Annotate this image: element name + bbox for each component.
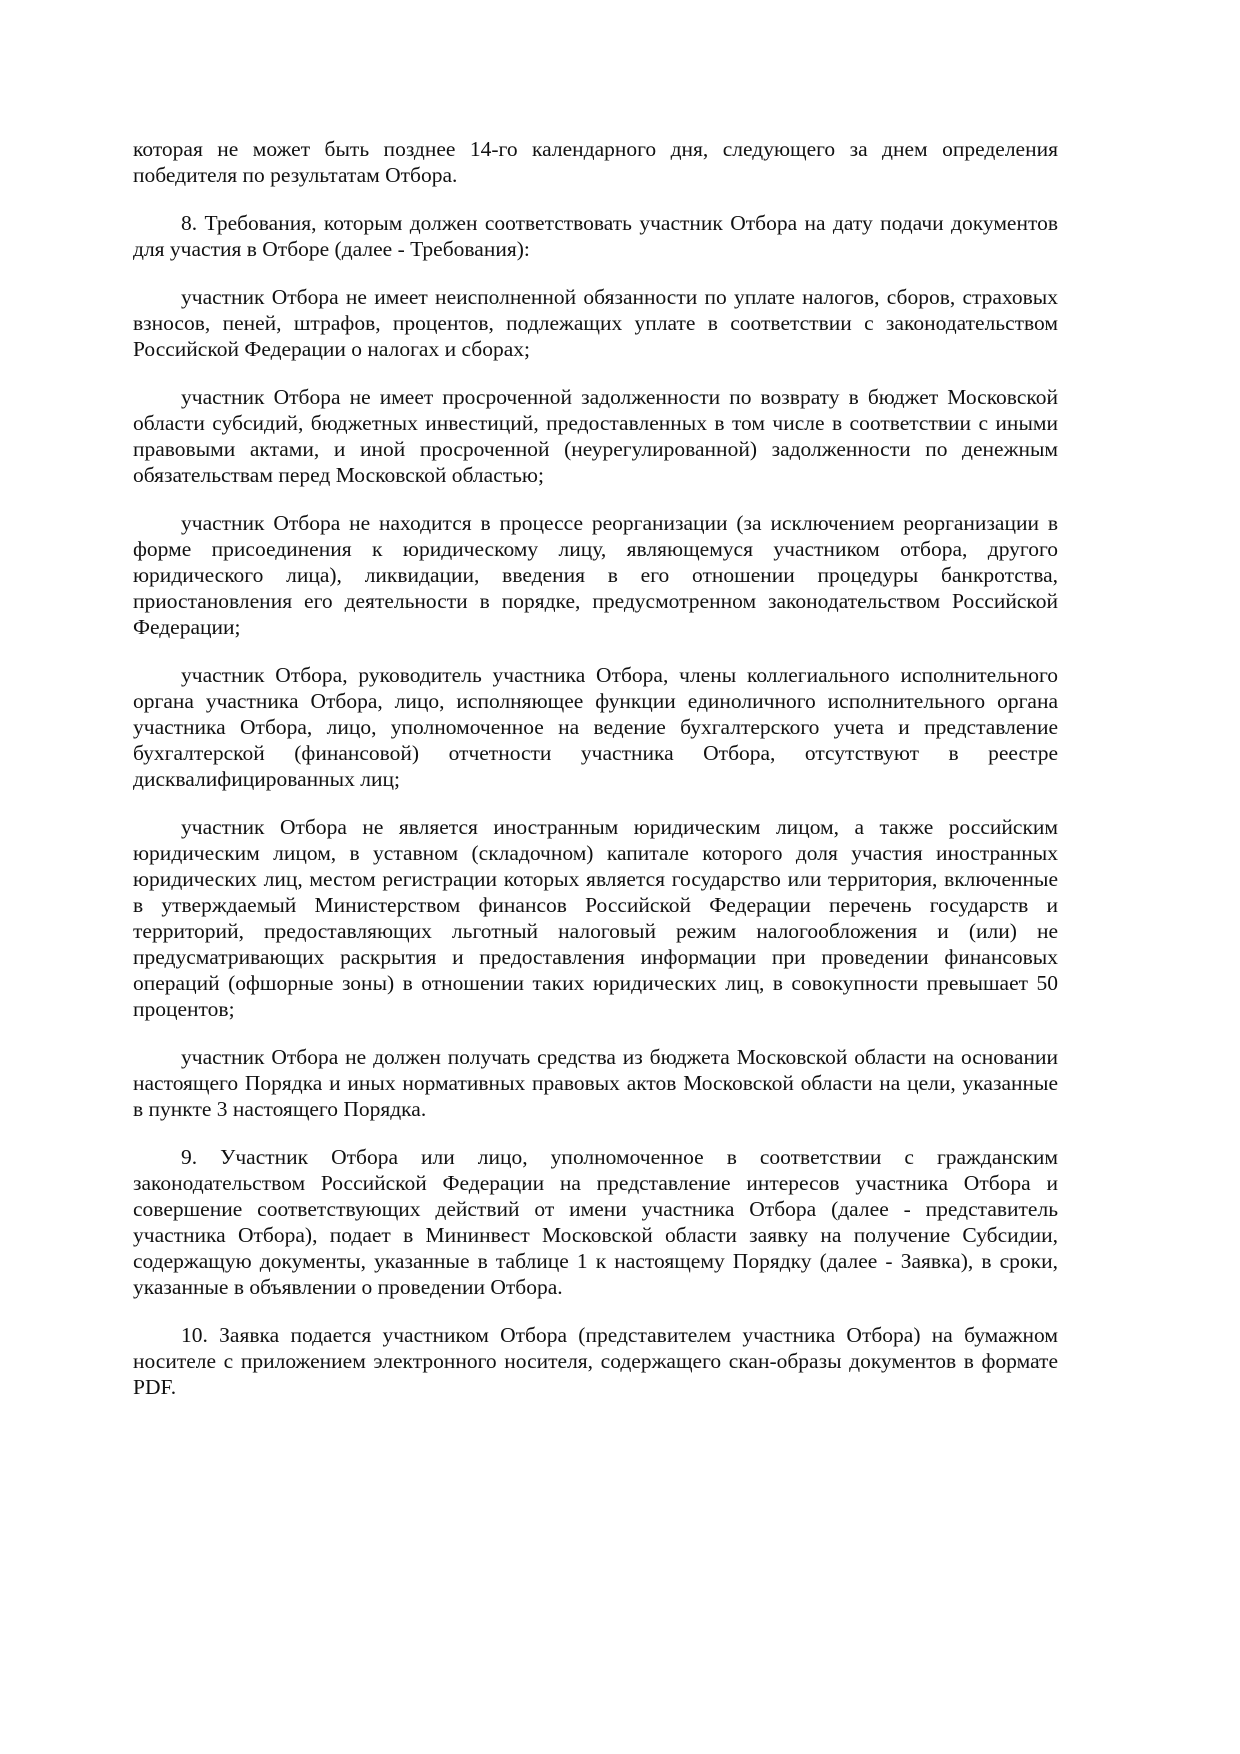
paragraph-requirement-no-other-funding: участник Отбора не должен получать средства из бюджета Московской области на основании настоящего Порядка и иных нормативных правовых актов Московской области на цели, указанные в пункте 3 настоящего Порядка. [133,1045,1058,1121]
paragraph-continuation: которая не может быть позднее 14-го календарного дня, следующего за днем определения победителя по результатам Отбора. [133,137,1058,187]
paragraph-requirement-no-overdue-debt: участник Отбора не имеет просроченной задолженности по возврату в бюджет Московской области субсидий, бюджетных инвестиций, предоставленных в том числе в соответствии с иными правовыми актами, и иной просроченной (неурегулированной) задолженности по денежным обязательствам перед Московской областью; [133,385,1058,487]
paragraph-requirement-not-offshore: участник Отбора не является иностранным юридическим лицом, а также российским юридическим лицом, в уставном (складочном) капитале которого доля участия иностранных юридических лиц, местом регистрации которых является государство или территория, включенные в утверждаемый Министерством финансов Российской Федерации перечень государств и территорий, предоставляющих льготный налоговый режим налогообложения и (или) не предусматривающих раскрытия и предоставления информации при проведении финансовых операций (офшорные зоны) в отношении таких юридических лиц, в совокупности превышает 50 процентов; [133,815,1058,1021]
paragraph-item-8-requirements: 8. Требования, которым должен соответствовать участник Отбора на дату подачи документов для участия в Отборе (далее - Требования): [133,211,1058,261]
document-page [133,136,1058,1422]
paragraph-requirement-no-tax-debt: участник Отбора не имеет неисполненной обязанности по уплате налогов, сборов, страховых взносов, пеней, штрафов, процентов, подлежащих уплате в соответствии с законодательством Российской Федерации о налогах и сборах; [133,285,1058,361]
paragraph-requirement-not-disqualified: участник Отбора, руководитель участника Отбора, члены коллегиального исполнительного органа участника Отбора, лицо, исполняющее функции единоличного исполнительного органа участника Отбора, лицо, уполномоченное на ведение бухгалтерского учета и представление бухгалтерской (финансовой) отчетности участника Отбора, отсутствуют в реестре дисквалифицированных лиц; [133,663,1058,791]
paragraph-item-9-application: 9. Участник Отбора или лицо, уполномоченное в соответствии с гражданским законодательством Российской Федерации на представление интересов участника Отбора и совершение соответствующих действий от имени участника Отбора (далее - представитель участника Отбора), подает в Мининвест Московской области заявку на получение Субсидии, содержащую документы, указанные в таблице 1 к настоящему Порядку (далее - Заявка), в сроки, указанные в объявлении о проведении Отбора. [133,1145,1058,1299]
paragraph-requirement-no-reorganization: участник Отбора не находится в процессе реорганизации (за исключением реорганизации в форме присоединения к юридическому лицу, являющемуся участником отбора, другого юридического лица), ликвидации, введения в его отношении процедуры банкротства, приостановления его деятельности в порядке, предусмотренном законодательством Российской Федерации; [133,511,1058,639]
paragraph-item-10-submission: 10. Заявка подается участником Отбора (представителем участника Отбора) на бумажном носителе с приложением электронного носителя, содержащего скан-образы документов в формате PDF. [133,1323,1058,1399]
